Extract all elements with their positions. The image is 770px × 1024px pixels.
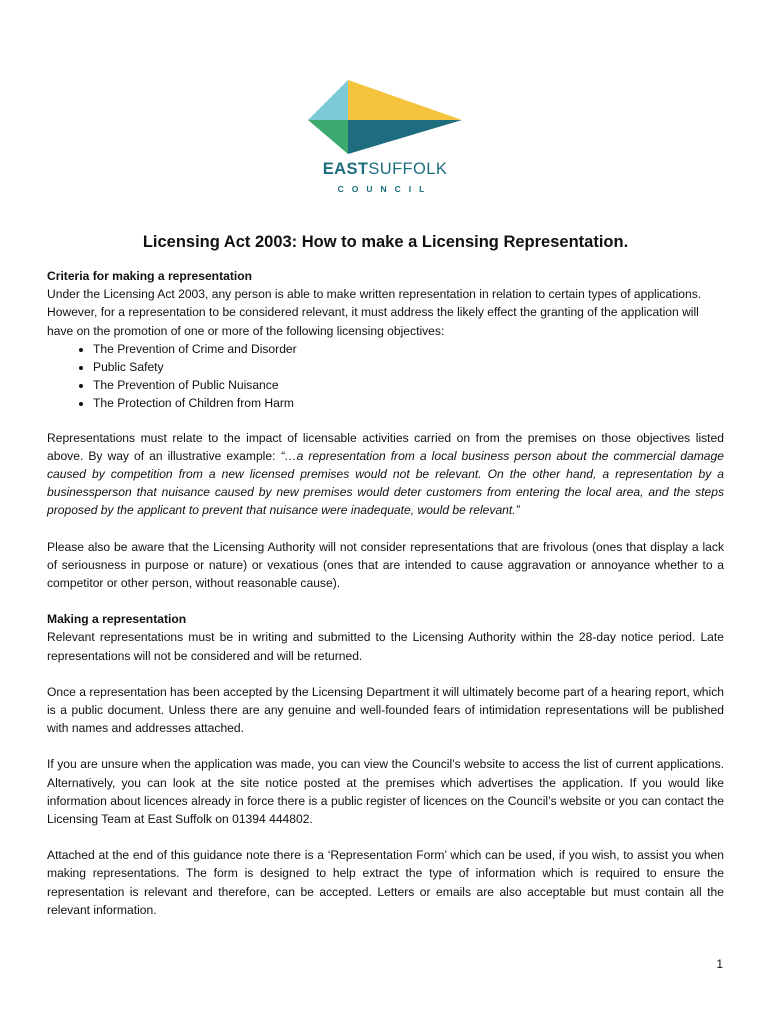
example-quote: “…a representation from a local business person about the commercial damage caused by competition from a new licensed premises would not be relevant. On the other hand, a representation by a businessperson that nuisance caused by new premises would deter customers from entering the local area, and the steps proposed by the applicant to prevent that nuisance were inadequate, would be relevant.” bbox=[47, 448, 724, 518]
east-suffolk-council-logo bbox=[300, 78, 470, 200]
logo-yellow-shape bbox=[348, 80, 462, 120]
objectives-list bbox=[47, 340, 724, 413]
logo-green-shape bbox=[308, 120, 348, 154]
making-heading: Making a representation bbox=[47, 612, 187, 627]
list-item: • The Protection of Children from Harm bbox=[93, 394, 724, 412]
representations-paragraph bbox=[47, 429, 724, 520]
logo-emblem-icon bbox=[300, 78, 470, 158]
unsure-paragraph: If you are unsure when the application was made, you can view the Council’s website to access the list of current applications. Alternatively, you can look at the site notice posted at the premises which advertises the application. If you would like information about licences already in force there is a public register of licences on the Council’s website or you can contact the Licensing Team at East Suffolk on 01394 444802. bbox=[47, 757, 724, 827]
list-item: • Public Safety bbox=[93, 358, 724, 376]
criteria-heading: Criteria for making a representation bbox=[47, 269, 252, 283]
representations-text: Representations must relate to the impact of licensable activities carried on from the premises on those objectives listed above. By way of an illustrative example: bbox=[47, 430, 724, 463]
logo-council: COUNCIL bbox=[337, 184, 433, 194]
accepted-paragraph: Once a representation has been accepted by the Licensing Department it will ultimately become part of a hearing report, which is a public document. Unless there are any genuine and well-founded fears of intimidation representations will be published with names and addresses attached. bbox=[47, 684, 724, 736]
logo-word-suffolk: SUFFOLK bbox=[368, 160, 448, 178]
logo-teal-shape bbox=[348, 120, 462, 154]
logo-word-east: EAST bbox=[322, 160, 369, 178]
attached-paragraph: Attached at the end of this guidance note there is a ‘Representation Form’ which can be used, if you wish, to assist you when making representations. The form is designed to help extract the type of information which is required to ensure the representation is relevant and therefore, can be accepted. Letters or emails are also acceptable but must contain all the relevant information. bbox=[47, 848, 724, 917]
logo-light-blue-shape bbox=[308, 80, 348, 120]
frivolous-paragraph: Please also be aware that the Licensing Authority will not consider representations that are frivolous (ones that display a lack of seriousness in purpose or nature) or vexatious (ones that are intended to cause aggravation or annoyance whether to a competitor or other person, without reasonable cause). bbox=[47, 539, 724, 591]
logo-wordmark bbox=[300, 160, 470, 179]
page-number: 1 bbox=[716, 957, 723, 971]
document-title: Licensing Act 2003: How to make a Licensing Representation. bbox=[142, 233, 629, 251]
list-item: • The Prevention of Public Nuisance bbox=[93, 376, 724, 394]
list-item: • The Prevention of Crime and Disorder bbox=[93, 340, 724, 358]
criteria-paragraph: Under the Licensing Act 2003, any person is able to make written representation in relation to certain types of applications. However, for a representation to be considered relevant, it must address the likely effect the granting of the application will have on the promotion of one or more of the following licensing objectives: bbox=[47, 287, 702, 338]
making-paragraph: Relevant representations must be in writing and submitted to the Licensing Authority within the 28-day notice period. Late representations will not be considered and will be returned. bbox=[47, 630, 724, 663]
document-body bbox=[47, 231, 724, 919]
